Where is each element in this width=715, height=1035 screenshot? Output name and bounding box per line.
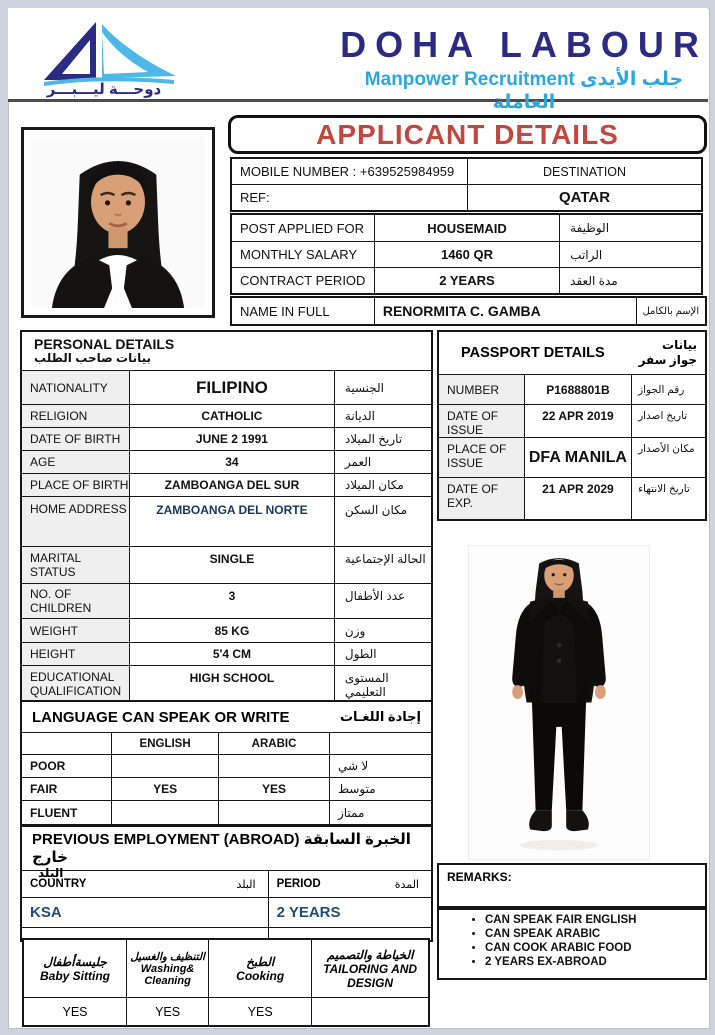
table-row [24,940,428,997]
remarks-list-box [437,908,707,980]
applicant-details-banner [228,115,707,154]
remarks-list [439,914,705,968]
country-header: COUNTRY [30,878,87,890]
baby-sitting-value: YES [62,1004,88,1019]
section-header [22,702,431,732]
expiry-date-label: DATE OF EXP. [439,478,524,519]
section-header [22,332,431,370]
section-header [22,827,431,880]
salary-label: MONTHLY SALARY [240,247,358,262]
arabic-column-header: ARABIC [218,733,329,754]
passport-number-arabic: رقم الجواز [631,375,705,404]
cooking-header [208,940,311,997]
name-row [230,296,707,326]
table-row [22,800,431,824]
table-row [24,997,428,1025]
doha-labour-logo [24,18,234,104]
remark-item: • 2 YEARS EX-ABROAD [485,956,705,968]
tailoring-label: TAILORING AND DESIGN [323,961,418,990]
table-row [22,870,431,897]
remark-item: • CAN SPEAK FAIR ENGLISH [485,914,705,926]
table-row [22,618,431,642]
address-value: ZAMBOANGA DEL NORTE [129,497,334,546]
passport-number-label: NUMBER [439,375,524,404]
table-row [22,546,431,583]
age-label: AGE [22,451,129,473]
marital-label: MARITAL STATUS [22,547,129,583]
contract-label: CONTRACT PERIOD [240,273,366,288]
dob-arabic: تاريخ الميلاد [334,428,431,450]
tailoring-header [311,940,428,997]
religion-arabic: الديانة [334,405,431,427]
destination-value-cell: QATAR [467,185,701,210]
application-table [230,213,703,295]
washing-cleaning-value: YES [126,998,208,1025]
personal-details-title-arabic: بيانات صاحب الطلب [34,351,152,365]
brand-title: DOHA LABOUR [340,24,708,65]
fluent-english [111,801,218,824]
address-label: HOME ADDRESS [22,497,129,546]
table-row [22,642,431,665]
table-row [22,473,431,496]
baby-sitting-arabic: جليسةأطفال [43,954,107,969]
post-applied-label: POST APPLIED FOR [240,220,365,236]
applicant-headshot-photo [31,137,205,308]
height-value: 5'4 CM [129,643,334,665]
washing-cleaning-label: Washing& Cleaning [140,962,195,987]
issue-date-value: 22 APR 2019 [524,405,631,437]
english-column-header: ENGLISH [111,733,218,754]
weight-arabic: وزن [334,619,431,642]
logo-arabic-text: دوحـــة ليـــبـــر [46,81,162,98]
employment-title: PREVIOUS EMPLOYMENT (ABROAD) [32,831,300,848]
fair-arabic-label: متوسط [329,778,431,800]
table-row [232,241,701,267]
table-row [22,665,431,701]
table-row [232,298,705,324]
contract-value: 2 YEARS [374,268,559,293]
education-value: HIGH SCHOOL [129,666,334,701]
table-row [439,404,705,437]
fluent-label: FLUENT [30,805,78,820]
nationality-arabic: الجنسية [334,371,431,404]
birthplace-label: PLACE OF BIRTH [22,474,129,496]
table-row [22,370,431,404]
remark-item: • CAN SPEAK ARABIC [485,928,705,940]
name-arabic-cell: الإسم بالكامل [636,298,705,324]
full-body-photo-frame [468,545,650,860]
salary-value: 1460 QR [374,242,559,267]
personal-details-section [20,330,433,703]
poor-label: POOR [30,759,66,773]
dob-label: DATE OF BIRTH [22,428,129,450]
tailoring-arabic: الخياطة والتصميم [326,947,414,962]
country-value: KSA [30,904,62,921]
banner-title: APPLICANT DETAILS [316,118,619,150]
fluent-arabic-col [218,801,329,824]
height-label: HEIGHT [22,643,129,665]
birthplace-value: ZAMBOANGA DEL SUR [129,474,334,496]
marital-arabic: الحالة الإجتماعية [334,547,431,583]
salary-arabic: الراتب [559,242,701,267]
headshot-photo-frame [21,127,215,318]
expiry-date-value: 21 APR 2029 [524,478,631,519]
cooking-value: YES [208,998,311,1025]
table-row [439,437,705,477]
table-row [22,897,431,927]
name-value-cell: RENORMITA C. GAMBA [374,298,636,324]
table-row [22,404,431,427]
table-row [22,732,431,754]
language-title: LANGUAGE CAN SPEAK OR WRITE [32,708,290,726]
table-row [232,215,701,241]
table-row [22,427,431,450]
religion-label: RELIGION [22,405,129,427]
language-section [20,700,433,826]
expiry-date-arabic: تاريخ الانتهاء [631,478,705,519]
letterhead [8,8,708,113]
table-row [22,777,431,800]
nationality-value: FILIPINO [129,371,334,404]
fair-arabic-col: YES [218,778,329,800]
table-row [232,267,701,293]
period-header: PERIOD [276,878,321,890]
nationality-label: NATIONALITY [22,371,129,404]
employment-title-arabic: الخبرة السابقة خارج [32,831,411,866]
religion-value: CATHOLIC [129,405,334,427]
fluent-arabic-label: ممتاز [329,801,431,824]
washing-cleaning-header [126,940,208,997]
fair-label: FAIR [30,782,58,796]
children-value: 3 [129,584,334,618]
address-arabic: مكان السكن [334,497,431,546]
country-header-arabic: البلد [236,878,256,891]
table-row [22,583,431,618]
issue-place-arabic: مكان الأصدار [631,438,705,477]
employment-title-arabic-2: البلد [38,866,64,880]
height-arabic: الطول [334,643,431,665]
weight-label: WEIGHT [22,619,129,642]
brand-block [338,25,710,114]
section-header [439,332,705,374]
issue-date-label: DATE OF ISSUE [439,405,524,437]
personal-details-title: PERSONAL DETAILS [34,336,175,352]
applicant-full-body-photo [469,546,649,859]
period-header-arabic: المدة [394,878,419,891]
fair-english: YES [111,778,218,800]
brand-tagline-ar: جلب الأيدى العاملة [492,68,684,113]
post-applied-arabic: الوظيفة [559,215,701,241]
remarks-header-box [437,863,707,908]
passport-details-section [437,330,707,521]
baby-sitting-header [24,940,126,997]
age-arabic: العمر [334,451,431,473]
tailoring-value [311,998,428,1025]
contact-table [230,157,703,212]
table-row [22,754,431,777]
poor-arabic-label: لا شي [329,755,431,777]
baby-sitting-label: Baby Sitting [39,968,110,983]
cooking-arabic: الطبخ [246,954,275,969]
issue-date-arabic: تاريخ اصدار [631,405,705,437]
remark-item: • CAN COOK ARABIC FOOD [485,942,705,954]
contract-arabic: مدة العقد [559,268,701,293]
table-row [22,496,431,546]
table-row [439,374,705,404]
education-arabic: المستوى التعليمي [334,666,431,701]
marital-value: SINGLE [129,547,334,583]
ref-label-cell: REF: [240,190,270,205]
poor-arabic-col [218,755,329,777]
mobile-number-cell: MOBILE NUMBER : +639525984959 [240,164,455,179]
table-row [232,159,701,184]
name-label-cell: NAME IN FULL [240,303,330,319]
children-arabic: عدد الأطفال [334,584,431,618]
post-applied-value: HOUSEMAID [374,215,559,241]
dob-value: JUNE 2 1991 [129,428,334,450]
skills-section [22,938,430,1027]
table-row [439,477,705,519]
cooking-label: Cooking [236,968,285,983]
remarks-title: REMARKS: [447,870,512,884]
table-row [232,184,701,210]
brand-tagline-en: Manpower Recruitment [364,68,575,90]
issue-place-value: DFA MANILA [524,438,631,477]
age-value: 34 [129,451,334,473]
passport-details-title-arabic: بيانات جواز سفر [638,338,697,367]
washing-cleaning-arabic: التنظيف والغسيل [130,950,205,963]
poor-english [111,755,218,777]
employment-section [20,825,433,942]
education-label: EDUCATIONAL QUALIFICATION [22,666,129,701]
children-label: NO. OF CHILDREN [22,584,129,618]
period-value: 2 YEARS [268,898,431,927]
language-title-arabic: إجادة اللغـات [339,709,421,724]
birthplace-arabic: مكان الميلاد [334,474,431,496]
destination-label-cell: DESTINATION [467,159,701,184]
passport-number-value: P1688801B [524,375,631,404]
weight-value: 85 KG [129,619,334,642]
passport-details-title: PASSPORT DETAILS [461,345,605,361]
issue-place-label: PLACE OF ISSUE [439,438,524,477]
table-row [22,450,431,473]
brand-tagline [338,68,710,114]
